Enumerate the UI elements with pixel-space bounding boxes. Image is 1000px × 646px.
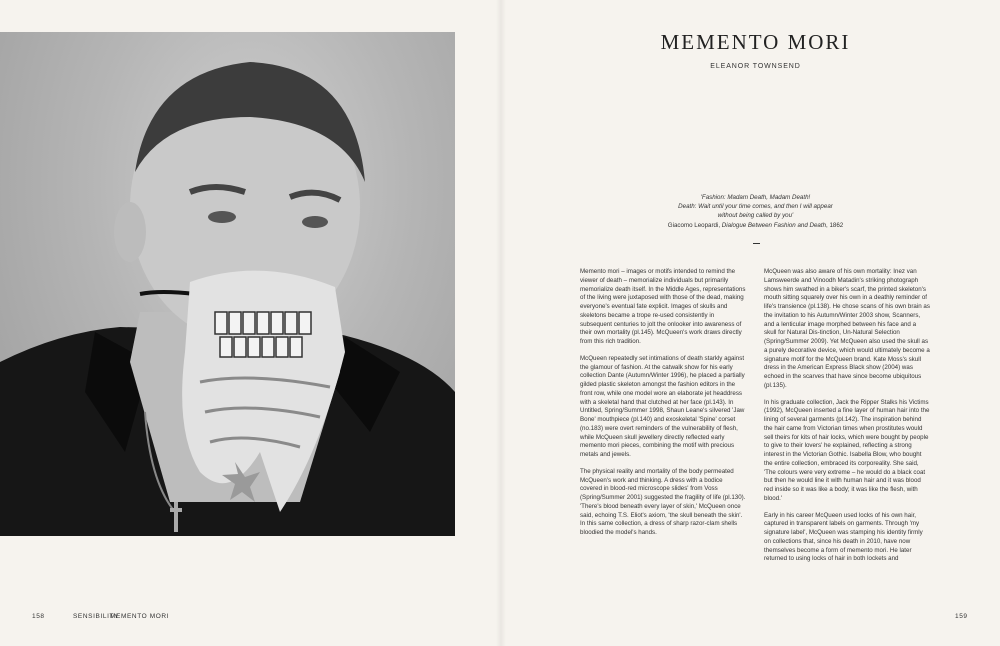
eye-right bbox=[302, 216, 328, 228]
article-title: MEMENTO MORI bbox=[660, 30, 851, 54]
body-column-right bbox=[764, 268, 930, 572]
portrait-photo bbox=[0, 32, 455, 536]
page-gutter bbox=[496, 0, 506, 646]
eye-left bbox=[208, 211, 236, 223]
portrait-illustration bbox=[0, 32, 455, 536]
epigraph-divider bbox=[753, 243, 760, 244]
body-paragraph: Memento mori – images or motifs intended to remind the viewer of death – memorialize individuals but primarily memorialize death itself. In the Middle Ages, representations of the living were juxtaposed with those of the dead, making everyone's eventual fate explicit. Images of skulls and skeletons became a trope re-used consistently in subsequent centuries to jolt the onlooker into awareness of their own mortality (pl.145). McQueen's work draws directly from this rich tradition. bbox=[580, 268, 746, 345]
body-column-left bbox=[580, 268, 746, 546]
epigraph-line: Death: Wait until your time comes, and then I will appear bbox=[678, 203, 833, 211]
scarf-teeth-print bbox=[215, 312, 311, 357]
running-title: MEMENTO MORI bbox=[110, 613, 170, 620]
running-section: SENSIBILITY bbox=[73, 613, 119, 620]
epigraph-line: without being called by you' bbox=[717, 212, 794, 220]
epigraph-source bbox=[583, 221, 928, 230]
epigraph-source-year: , 1862 bbox=[826, 221, 844, 229]
epigraph bbox=[583, 193, 928, 230]
epigraph-line: 'Fashion: Madam Death, Madam Death! bbox=[700, 194, 811, 201]
body-paragraph: Early in his career McQueen used locks of his own hair, captured in transparent labels on garments. Through 'my signature label', McQueen was stamping his identity firmly on collections that, since his death in 2010, have now themselves become a form of memento mori. He later returned to using locks of hair in both lockets and bbox=[764, 511, 923, 563]
epigraph-source-name: Giacomo Leopardi, bbox=[667, 221, 722, 229]
page-number-left: 158 bbox=[32, 613, 45, 620]
epigraph-source-work: Dialogue Between Fashion and Death bbox=[721, 221, 827, 229]
ear bbox=[114, 202, 146, 262]
article-author: ELEANOR TOWNSEND bbox=[710, 63, 801, 70]
body-paragraph: McQueen repeatedly set intimations of death starkly against the glamour of fashion. At the catwalk show for his early collection Dante (Autumn/Winter 1996), he placed a partially gilded plastic skeleton amongst the fashion editors in the front row, while one model wore an elaborate jet headdress with a skeletal hand that clutched at her face (pl.143). In Untitled, Spring/Summer 1998, Shaun Leane's silvered 'Jaw Bone' mouthpiece (pl.140) and exoskeletal 'Spine' corset (no.183) were overt reminders of the vulnerability of flesh, while McQueen skull jewellery directly reflected early memento mori pieces, combining the motif with precious metals and jewels. bbox=[580, 354, 745, 458]
page-number-right: 159 bbox=[955, 613, 968, 620]
body-paragraph: McQueen was also aware of his own mortality: Inez van Lamsweerde and Vinoodh Matadin's striking photograph shows him swathed in a biker's scarf, the printed skeleton's mouth sitting squarely over his own in a deathly reminder of life's transience (pl.138). He chose scans of his own brain as the invitation to his Autumn/Winter 2003 show, Scanners, and a lenticular image morphed between his face and a skull for Natural Dis-tinction, Un-Natural Selection (Spring/Summer 2009). Yet McQueen also used the skull as a purely decorative device, which would ultimately become a signature motif for the McQueen brand. Kate Moss's skull dress in the American Express Black show (2004) was echoed in the scarves that have since become ubiquitous (pl.135). bbox=[764, 268, 930, 389]
body-paragraph: In his graduate collection, Jack the Ripper Stalks his Victims (1992), McQueen inserted a fine layer of human hair into the lining of several garments (pl.142). The inspiration behind the hair came from Victorian times when prostitutes would sell theirs for kits of hair locks, which were bought by people to give to their lovers' he explained, reflecting a strong interest in the Victorian Gothic. Isabella Blow, who bought the entire collection, embraced its corporeality. She said, 'The colours were very extreme – he would do a black coat but then he would line it with human hair and it was blood red inside so it was like a body; it was like the flesh, with blood.' bbox=[764, 398, 930, 502]
scarf-strap bbox=[140, 292, 195, 294]
body-paragraph: The physical reality and mortality of the body permeated McQueen's work and thinking. A dress with a bodice covered in blood-red microscope slides' from Voss (Spring/Summer 2001) suggested the fragility of life (pl.130). 'There's blood beneath every layer of skin,' McQueen once said, echoing T.S. Eliot's axiom, 'the skull beneath the skin'. In this same collection, a dress of sharp razor-clam shells bloodied the model's hands. bbox=[580, 467, 746, 536]
